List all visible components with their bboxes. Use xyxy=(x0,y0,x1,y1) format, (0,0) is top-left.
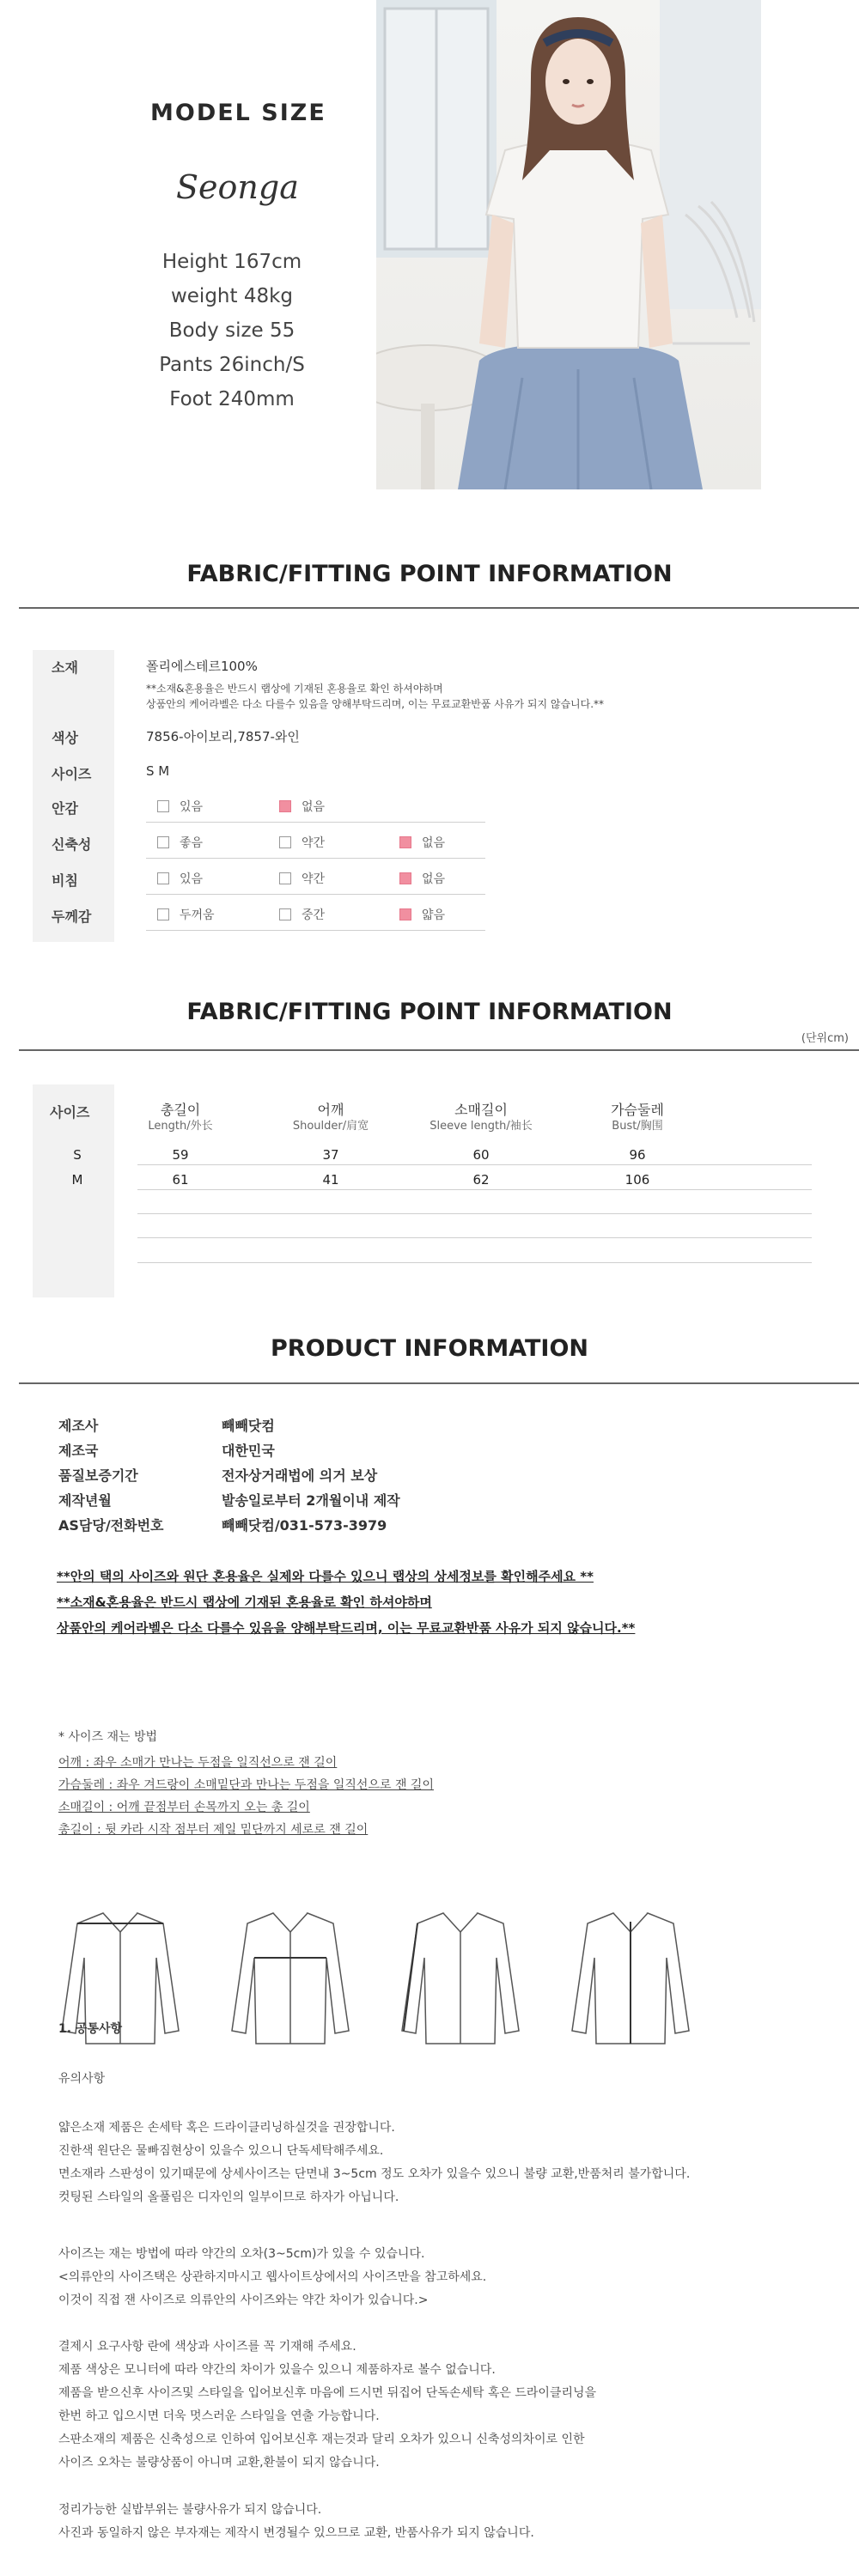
sheer-option-none: 없음 xyxy=(399,870,445,887)
size-col-length: 총길이 xyxy=(160,1102,201,1118)
size-m-shoulder: 41 xyxy=(322,1172,339,1188)
product-warning-3: 상품안의 케어라벨은 다소 다를수 있음을 양해부탁드리며, 이는 무료교환반품 사유가 되지 않습니다.** xyxy=(57,1620,636,1636)
notes-subtitle: 유의사항 xyxy=(58,2072,106,2086)
product-warranty-value: 전자상거래법에 의거 보상 xyxy=(222,1467,378,1484)
lining-row-divider xyxy=(146,822,485,823)
note-line: 제품을 받으신후 사이즈및 스타일을 입어보신후 마음에 드시면 뒤집어 단독손세탁 혹은 드라이클리닝을 xyxy=(58,2386,597,2400)
product-country-value: 대한민국 xyxy=(222,1443,275,1459)
note-line: 이것이 직접 잰 사이즈로 의류안의 사이즈와는 약간 차이가 있습니다.> xyxy=(58,2293,429,2307)
lining-option-yes: 있음 xyxy=(157,798,203,815)
model-foot: Foot 240mm xyxy=(169,388,295,410)
size-column-label: 사이즈 xyxy=(50,1104,90,1121)
size-col-bust-sub: Bust/胸围 xyxy=(612,1120,663,1133)
product-heading: PRODUCT INFORMATION xyxy=(270,1335,588,1362)
sheer-option-slight: 약간 xyxy=(279,870,325,887)
model-body-size: Body size 55 xyxy=(168,319,295,342)
size-row-s-label: S xyxy=(73,1147,82,1163)
size-col-sleeve-sub: Sleeve length/袖长 xyxy=(430,1120,533,1133)
fabric-thickness-label: 두께감 xyxy=(52,908,92,925)
size-s-bust: 96 xyxy=(629,1147,646,1163)
notes-group-1 xyxy=(58,2117,690,2209)
note-line: 정리가능한 실밥부위는 불량사유가 되지 않습니다. xyxy=(58,2503,322,2517)
sheer-row-divider xyxy=(146,894,485,895)
note-line: 사이즈 오차는 불량상품이 아니며 교환,환불이 되지 않습니다. xyxy=(58,2456,380,2470)
note-line: 진한색 원단은 물빠짐현상이 있을수 있으니 단독세탁해주세요. xyxy=(58,2144,384,2158)
size-col-length-sub: Length/外长 xyxy=(148,1120,213,1133)
checkbox-checked-icon xyxy=(399,872,411,884)
model-photo xyxy=(376,0,761,489)
thickness-row-divider xyxy=(146,930,485,931)
fabric-size-label: 사이즈 xyxy=(52,766,92,782)
product-date-label: 제작년월 xyxy=(58,1492,112,1509)
product-country-label: 제조국 xyxy=(58,1443,99,1459)
checkbox-icon xyxy=(279,908,291,920)
stretch-option-none: 없음 xyxy=(399,834,445,851)
product-maker-value: 빼빼닷컴 xyxy=(222,1418,275,1434)
product-warning-2: **소재&혼용율은 반드시 랩상에 기재된 혼용율로 확인 하셔야하며 xyxy=(57,1595,432,1610)
size-m-bust: 106 xyxy=(624,1172,650,1188)
model-specs xyxy=(129,245,335,416)
note-line: 면소재라 스판성이 있기때문에 상세사이즈는 단면내 3~5cm 정도 오차가 있을수 있으니 불량 교환,반품처리 불가합니다. xyxy=(58,2167,691,2181)
size-s-length: 59 xyxy=(172,1147,189,1163)
thickness-option-medium: 중간 xyxy=(279,906,325,923)
fabric-size-value: S M xyxy=(146,763,170,779)
checkbox-checked-icon xyxy=(399,908,411,920)
shirt-length-diagram xyxy=(562,1906,699,2048)
checkbox-icon xyxy=(279,836,291,848)
note-line: 사이즈는 재는 방법에 따라 약간의 오차(3~5cm)가 있을 수 있습니다. xyxy=(58,2247,425,2261)
size-row-divider xyxy=(137,1189,812,1190)
size-row-divider xyxy=(137,1262,812,1263)
fabric-heading: FABRIC/FITTING POINT INFORMATION xyxy=(186,561,673,587)
checkbox-icon xyxy=(157,836,169,848)
size-col-bust: 가슴둘레 xyxy=(611,1102,664,1118)
stretch-row-divider xyxy=(146,858,485,859)
size-unit-label: (단위cm) xyxy=(801,1032,849,1045)
model-size-title: MODEL SIZE xyxy=(150,100,326,126)
fabric-material-value: 폴리에스테르100% xyxy=(146,659,258,674)
thickness-option-thin: 얇음 xyxy=(399,906,445,923)
fabric-color-label: 색상 xyxy=(52,730,78,746)
checkbox-icon xyxy=(279,872,291,884)
stretch-option-slight: 약간 xyxy=(279,834,325,851)
product-as-label: AS담당/전화번호 xyxy=(58,1517,164,1534)
size-col-sleeve: 소매길이 xyxy=(454,1102,508,1118)
lining-option-no: 없음 xyxy=(279,798,325,815)
measure-shoulder: 어깨 : 좌우 소매가 만나는 두점을 일직선으로 잰 길이 xyxy=(58,1756,338,1770)
checkbox-icon xyxy=(157,908,169,920)
product-date-value: 발송일로부터 2개월이내 제작 xyxy=(222,1492,400,1509)
product-warranty-label: 품질보증기간 xyxy=(58,1467,138,1484)
model-photo-illustration xyxy=(376,0,761,489)
checkbox-checked-icon xyxy=(279,800,291,812)
measure-sleeve: 소매길이 : 어깨 끝점부터 손목까지 오는 총 길이 xyxy=(58,1801,310,1814)
size-m-sleeve: 62 xyxy=(472,1172,490,1188)
note-line: 제품 색상은 모니터에 따라 약간의 차이가 있을수 있으니 제품하자로 볼수 없습니다. xyxy=(58,2363,496,2377)
fabric-material-note-2: 상품안의 케어라벨은 다소 다를수 있음을 양해부탁드리며, 이는 무료교환반품 사유가 되지 않습니다.** xyxy=(146,698,605,710)
size-row-divider xyxy=(137,1213,812,1214)
note-line: 결제시 요구사항 란에 색상과 사이즈를 꼭 기재해 주세요. xyxy=(58,2340,356,2354)
model-pants: Pants 26inch/S xyxy=(159,354,305,376)
thickness-option-thick: 두꺼움 xyxy=(157,906,215,923)
fabric-stretch-label: 신축성 xyxy=(52,836,92,853)
fabric-sheer-label: 비침 xyxy=(52,872,78,889)
size-m-length: 61 xyxy=(172,1172,189,1188)
notes-group-2 xyxy=(58,2243,486,2312)
fabric-material-label: 소재 xyxy=(52,659,78,676)
note-line: 사진과 동일하지 않은 부자재는 제작시 변경될수 있으므로 교환, 반품사유가 되지 않습니다. xyxy=(58,2526,534,2540)
checkbox-icon xyxy=(157,800,169,812)
size-row-m-label: M xyxy=(71,1172,83,1188)
measure-length: 총길이 : 뒷 카라 시작 점부터 제일 밑단까지 세로로 잰 길이 xyxy=(58,1823,369,1837)
checkbox-icon xyxy=(157,872,169,884)
size-row-divider xyxy=(137,1164,812,1165)
product-maker-label: 제조사 xyxy=(58,1418,99,1434)
notes-group-3 xyxy=(58,2336,596,2475)
notes-title: 1. 공통사항 xyxy=(58,2022,123,2036)
checkbox-checked-icon xyxy=(399,836,411,848)
fabric-color-value: 7856-아이보리,7857-와인 xyxy=(146,729,300,744)
measure-title: * 사이즈 재는 방법 xyxy=(58,1730,158,1744)
note-line: <의류안의 사이즈택은 상관하지마시고 웹사이트상에서의 사이즈만을 참고하세요. xyxy=(58,2270,487,2284)
fabric-label-column xyxy=(33,650,114,942)
stretch-option-good: 좋음 xyxy=(157,834,203,851)
fabric-heading-divider xyxy=(19,607,859,609)
product-as-value: 빼빼닷컴/031-573-3979 xyxy=(222,1517,387,1534)
shirt-sleeve-diagram xyxy=(392,1906,529,2048)
note-line: 컷팅된 스타일의 올풀림은 디자인의 일부이므로 하자가 아닙니다. xyxy=(58,2190,399,2204)
fabric-material-note-1: **소재&혼용율은 반드시 랩상에 기재된 혼용율로 확인 하셔야하며 xyxy=(146,683,443,695)
size-s-shoulder: 37 xyxy=(322,1147,339,1163)
sheer-option-yes: 있음 xyxy=(157,870,203,887)
product-heading-divider xyxy=(19,1382,859,1384)
model-name: Seonga xyxy=(176,168,299,206)
size-heading-divider xyxy=(19,1049,859,1051)
notes-group-4 xyxy=(58,2499,534,2545)
size-s-sleeve: 60 xyxy=(472,1147,490,1163)
product-warning-1: **안의 택의 사이즈와 원단 혼용율은 실제와 다를수 있으니 랩상의 상세정보를 확인해주세요 ** xyxy=(57,1569,594,1584)
note-line: 얇은소재 제품은 손세탁 혹은 드라이클리닝하실것을 권장합니다. xyxy=(58,2121,395,2135)
fabric-lining-label: 안감 xyxy=(52,800,78,817)
measure-bust: 가슴둘레 : 좌우 겨드랑이 소매밑단과 만나는 두점을 일직선으로 잰 길이 xyxy=(58,1778,434,1792)
shirt-bust-diagram xyxy=(222,1906,359,2048)
model-height: Height 167cm xyxy=(161,251,302,273)
model-weight: weight 48kg xyxy=(170,285,294,307)
note-line: 한번 하고 입으시면 더욱 멋스러운 스타일을 연출 가능합니다. xyxy=(58,2409,380,2423)
size-col-shoulder-sub: Shoulder/肩宽 xyxy=(292,1120,369,1133)
note-line: 스판소재의 제품은 신축성으로 인하여 입어보신후 재는것과 달리 오차가 있으니 신축성의차이로 인한 xyxy=(58,2433,585,2446)
size-heading: FABRIC/FITTING POINT INFORMATION xyxy=(186,999,673,1025)
size-row-divider xyxy=(137,1237,812,1238)
size-col-shoulder: 어깨 xyxy=(317,1102,344,1118)
